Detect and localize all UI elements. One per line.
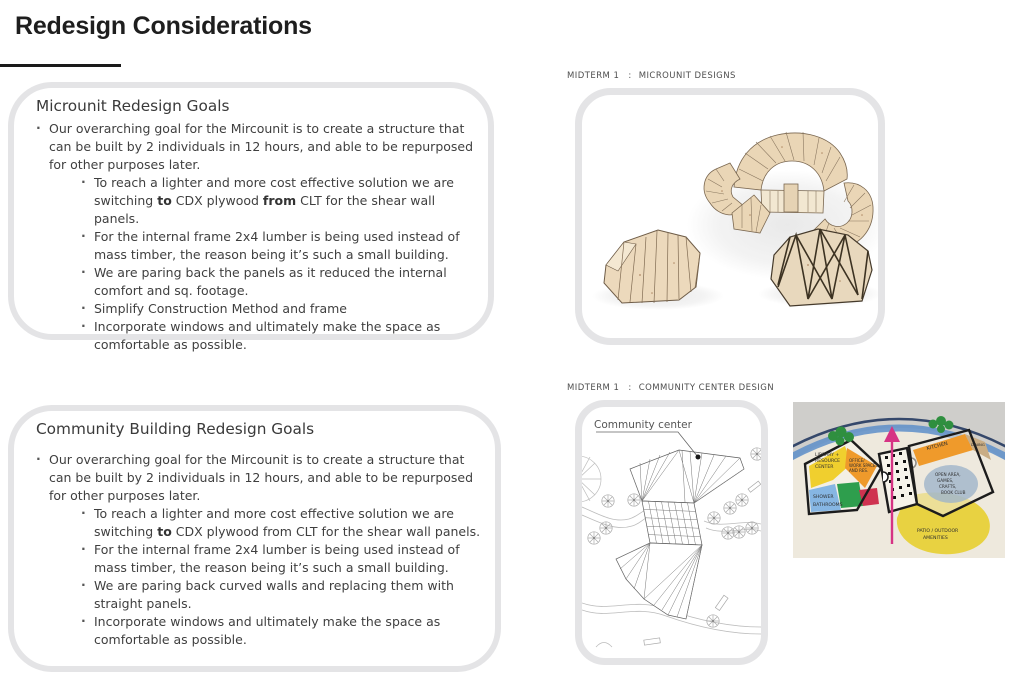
label-open-area: OPEN AREA,: [935, 472, 961, 477]
label-library-3: CENTER: [815, 465, 834, 470]
panel-microunit-goals: [8, 82, 494, 352]
bullet-list-level-1: [34, 120, 480, 354]
photo-concept-sketch: [793, 402, 1005, 558]
label-library: LIBRARY +: [815, 453, 840, 458]
bullet-text: To reach a lighter and more cost effective solution we are switching to CDX plywood from CLT for the shear wall panels.: [94, 175, 454, 226]
concept-sketch-illustration: [793, 402, 1005, 558]
bullet-text: Our overarching goal for the Mircounit is to create a structure that can be built by 2 individuals in 12 hours, and able to be repurposed for other purposes later.: [49, 452, 474, 503]
bullet-text: We are paring back the panels as it reduced the internal comfort and sq. footage.: [94, 265, 447, 298]
caption-separator: :: [628, 71, 632, 81]
label-kitchen: KITCHEN: [926, 440, 949, 452]
bullet-list-community: [34, 451, 487, 649]
bullet-item: [79, 541, 487, 577]
large-tree: [582, 456, 601, 502]
label-open-area-4: BOOK CLUB: [941, 490, 966, 495]
label-dining: DINING: [971, 442, 985, 447]
page-title: Redesign Considerations: [15, 12, 312, 40]
bullet-item: [79, 228, 480, 264]
bullet-item: [79, 174, 480, 228]
render-plank-dome: [604, 230, 700, 303]
caption-label: MIDTERM 1: [567, 71, 620, 81]
label-shower-2: BATHROOMS: [813, 503, 843, 508]
bullet-item: [34, 451, 487, 649]
bullet-list-microunit: [34, 120, 480, 354]
caption-title: MICROUNIT DESIGNS: [638, 71, 736, 81]
bullet-text: Our overarching goal for the Mircounit is to create a structure that can be built by 2 individuals in 12 hours, and able to be repurposed for other purposes later.: [49, 121, 474, 172]
title-underline: [0, 64, 121, 67]
figure-community-center-plan: [575, 400, 768, 665]
plan-annotation-label: Community center: [594, 419, 692, 431]
community-center-building: [616, 450, 744, 619]
bullet-item: [79, 300, 480, 318]
panel-heading-community: Community Building Redesign Goals: [36, 420, 315, 438]
bullet-text: For the internal frame 2x4 lumber is being used instead of mass timber, the reason being it’s such a small building.: [94, 542, 460, 575]
bullet-text: Simplify Construction Method and frame: [94, 301, 347, 316]
site-plan-illustration: [582, 407, 761, 658]
label-open-area-2: GAMES,: [937, 478, 954, 483]
bullet-list-level-1: [34, 451, 487, 649]
label-open-area-3: CRAFTS,: [939, 484, 957, 489]
annotation-dot: [696, 455, 701, 460]
caption-title: COMMUNITY CENTER DESIGN: [638, 383, 775, 393]
bullet-list-level-2: [79, 505, 487, 649]
bullet-text: To reach a lighter and more cost effective solution we are switching to CDX plywood from CLT for the shear wall panels.: [94, 506, 481, 539]
bullet-item: [79, 318, 480, 354]
label-patio: PATIO / OUTDOOR: [917, 529, 959, 534]
figure-microunit-designs: [575, 88, 885, 345]
bullet-item: [34, 120, 480, 354]
figure-caption-community: [567, 383, 774, 393]
label-office-3: AND RES.: [849, 468, 869, 473]
bullet-text: Incorporate windows and ultimately make the space as comfortable as possible.: [94, 614, 441, 647]
label-office-2: WORK SPACES: [849, 463, 878, 468]
label-library-2: RESOURCE: [815, 459, 841, 464]
panel-community-goals: [8, 405, 501, 672]
caption-label: MIDTERM 1: [567, 383, 620, 393]
bullet-item: [79, 505, 487, 541]
caption-separator: :: [628, 383, 632, 393]
bullet-text: For the internal frame 2x4 lumber is being used instead of mass timber, the reason being it’s such a small building.: [94, 229, 460, 262]
label-office: OFFICE/: [849, 458, 865, 463]
bullet-item: [79, 577, 487, 613]
panel-heading-microunit: Microunit Redesign Goals: [36, 97, 230, 115]
bullet-list-level-2: [79, 174, 480, 354]
bullet-item: [79, 264, 480, 300]
bullet-text: We are paring back curved walls and replacing them with straight panels.: [94, 578, 454, 611]
bullet-item: [79, 613, 487, 649]
figure-caption-microunit: [567, 71, 736, 81]
label-patio-2: AMENITIES: [923, 536, 948, 541]
microunit-renders-illustration: [582, 95, 878, 338]
bullet-text: Incorporate windows and ultimately make the space as comfortable as possible.: [94, 319, 441, 352]
label-shower: SHOWER: [813, 495, 834, 500]
